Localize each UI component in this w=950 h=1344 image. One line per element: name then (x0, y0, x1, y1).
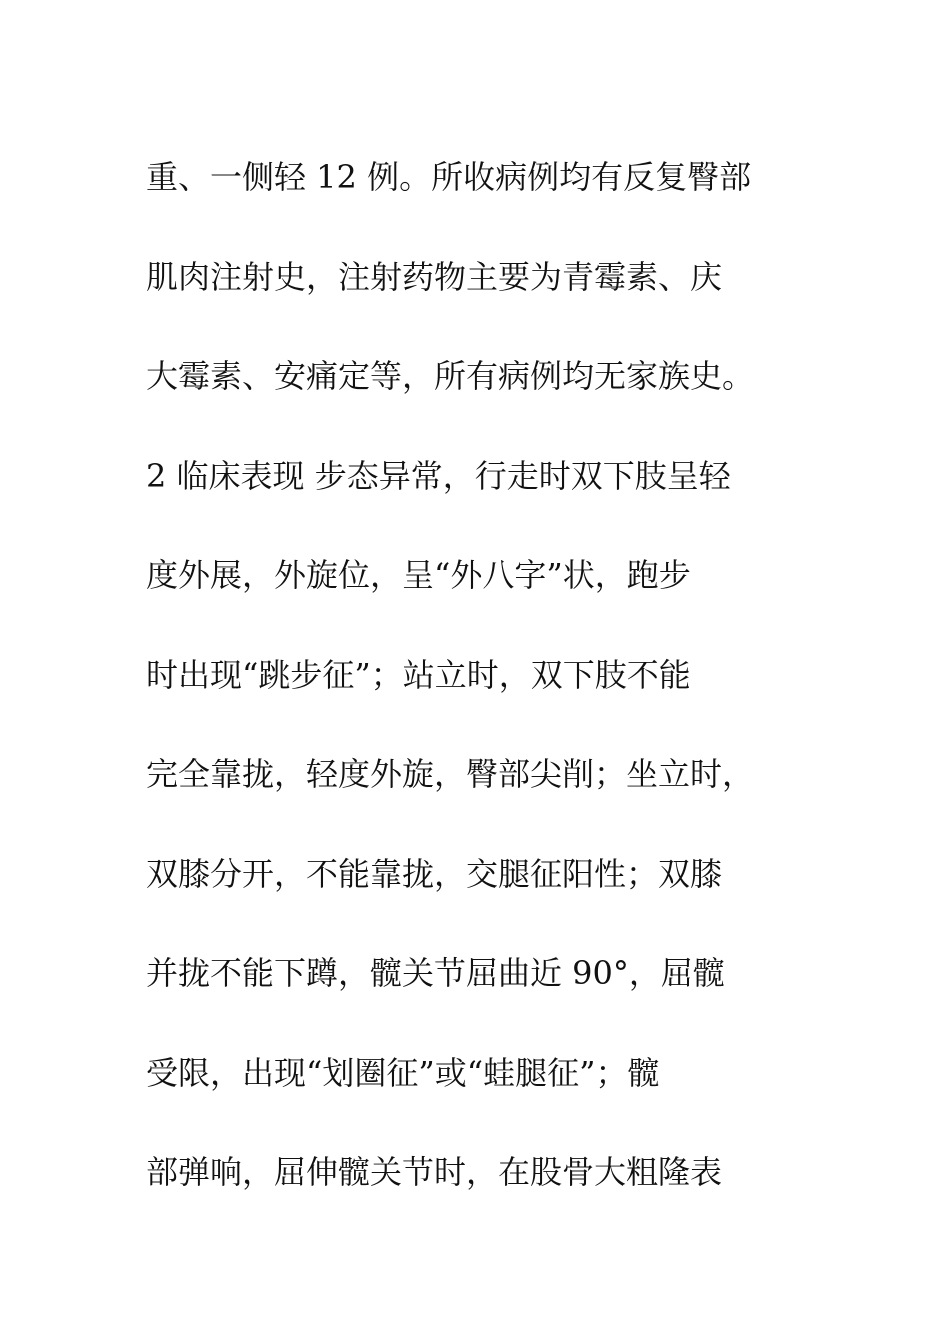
body-text (146, 128, 806, 1223)
text-line: 双膝分开，不能靠拢，交腿征阳性；双膝 (146, 854, 723, 893)
text-line: 时出现“跳步征”；站立时，双下肢不能 (146, 655, 691, 694)
text-line: 重、一侧轻 12 例。所收病例均有反复臀部 (146, 158, 752, 196)
text-line: 肌肉注射史，注射药物主要为青霉素、庆 (146, 257, 723, 296)
text-line: 度外展，外旋位，呈“外八字”状，跑步 (146, 556, 691, 594)
text-line: 完全靠拢，轻度外旋，臀部尖削；坐立时， (146, 755, 755, 793)
text-line: 大霉素、安痛定等，所有病例均无家族史。 (146, 357, 755, 395)
text-line: 并拢不能下蹲，髋关节屈曲近 90°，屈髋 (146, 954, 725, 992)
text-line: 2 临床表现 步态异常，行走时双下肢呈轻 (146, 456, 731, 495)
text-line: 部弹响，屈伸髋关节时，在股骨大粗隆表 (146, 1153, 723, 1191)
text-line: 受限，出现“划圈征”或“蛙腿征”；髋 (146, 1053, 660, 1092)
